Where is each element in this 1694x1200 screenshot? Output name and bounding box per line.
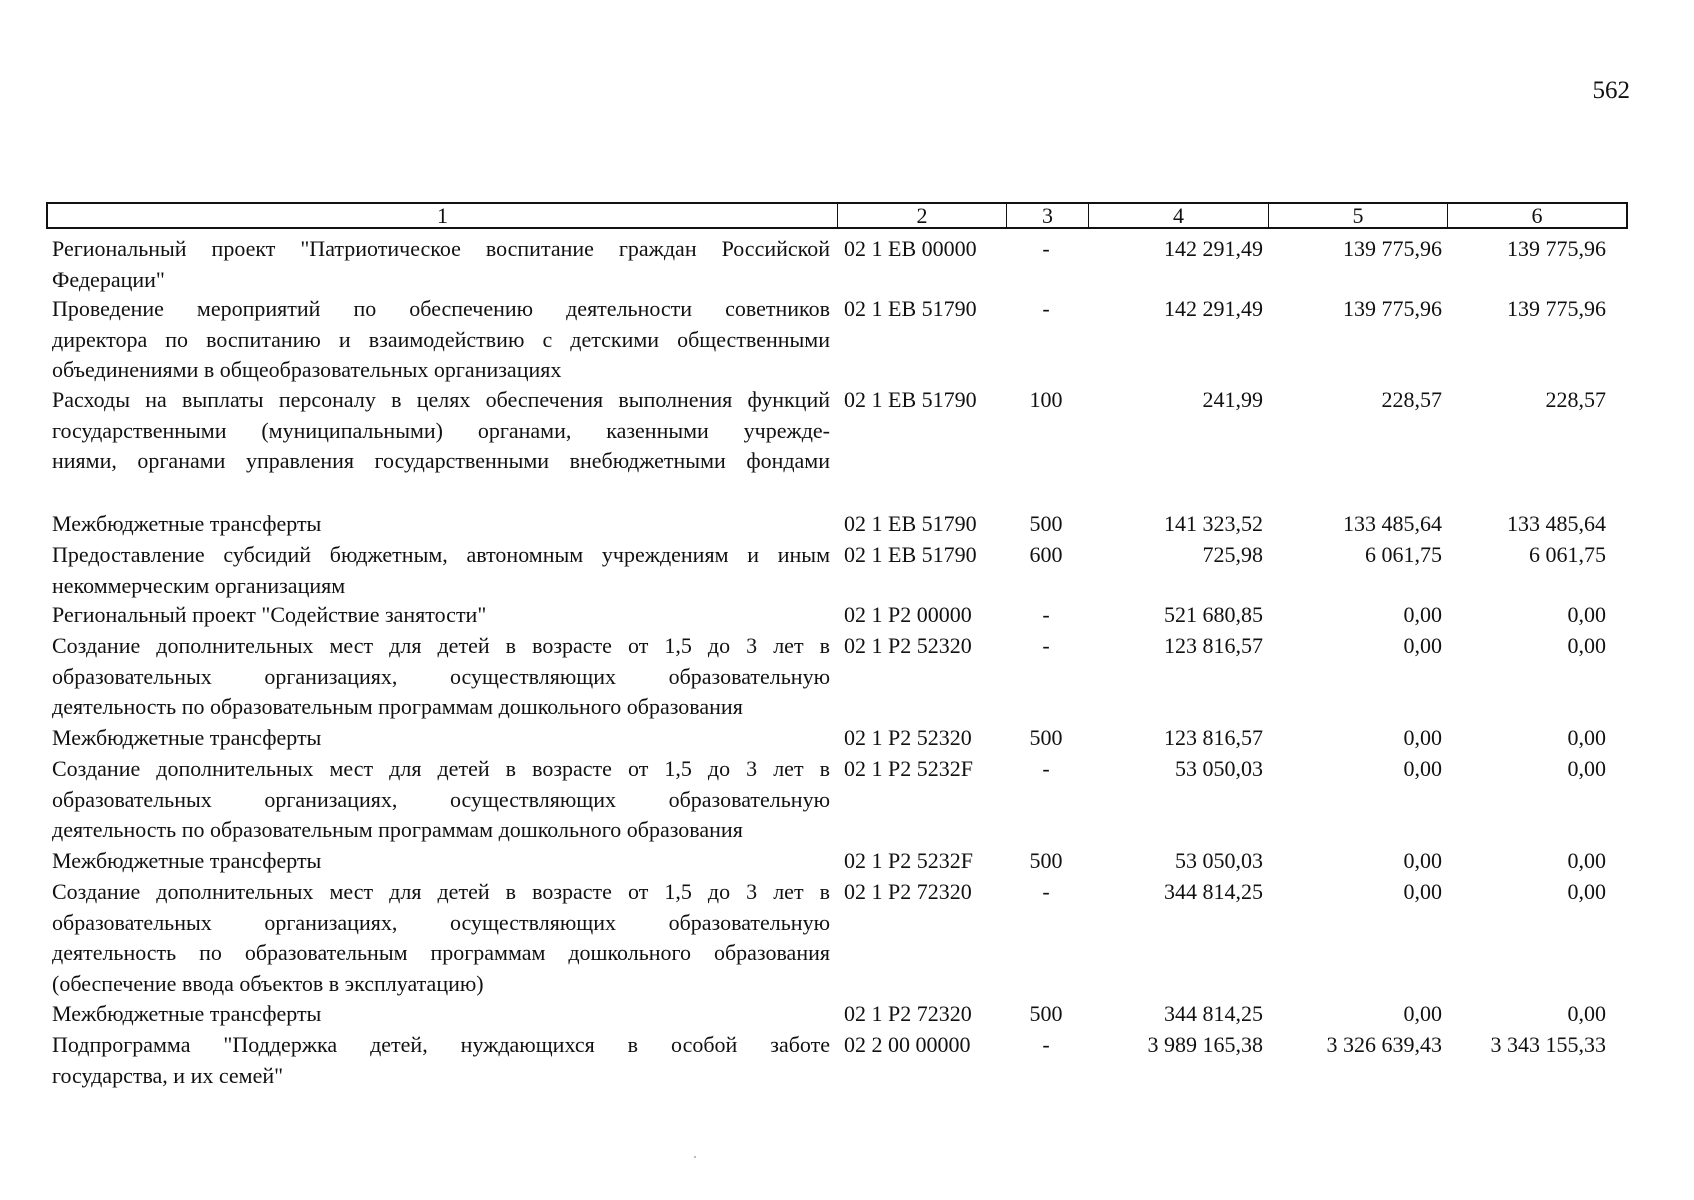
- row-description: [52, 846, 830, 877]
- description-line: Предоставление субсидий бюджетным, автономным учреждениям и иным: [52, 542, 830, 567]
- row-code: 02 1 EB 51790: [844, 296, 977, 321]
- description-line: Межбюджетные трансферты: [52, 1001, 322, 1026]
- description-line: объединениями в общеобразовательных организациях: [52, 357, 562, 382]
- row-value-col5: 6 061,75: [1365, 542, 1442, 567]
- row-value-col4: 344 814,25: [1164, 879, 1263, 904]
- row-description: [52, 540, 830, 601]
- row-code: 02 1 EB 51790: [844, 511, 977, 536]
- row-value-col6: 0,00: [1567, 1001, 1606, 1026]
- row-expense-type: -: [1042, 879, 1050, 904]
- row-value-col4: 521 680,85: [1164, 602, 1263, 627]
- row-code: 02 1 EB 00000: [844, 236, 977, 261]
- row-description: [52, 385, 830, 477]
- row-expense-type: 500: [1029, 511, 1063, 536]
- row-description: [52, 234, 830, 295]
- description-line: директора по воспитанию и взаимодействию с детскими общественными: [52, 326, 830, 352]
- row-code: 02 1 EB 51790: [844, 387, 977, 412]
- row-value-col6: 0,00: [1567, 725, 1606, 750]
- column-header-2: 2: [838, 204, 1007, 227]
- column-header-5: 5: [1269, 204, 1448, 227]
- row-value-col6: 6 061,75: [1529, 542, 1606, 567]
- row-value-col4: 725,98: [1202, 542, 1263, 567]
- row-description: [52, 631, 830, 723]
- row-value-col6: 0,00: [1567, 602, 1606, 627]
- row-value-col4: 142 291,49: [1164, 296, 1263, 321]
- row-value-col6: 228,57: [1545, 387, 1606, 412]
- row-code: 02 1 EB 51790: [844, 542, 977, 567]
- row-value-col4: 344 814,25: [1164, 1001, 1263, 1026]
- description-line: Создание дополнительных мест для детей в возрасте от 1,5 до 3 лет в: [52, 879, 830, 904]
- row-value-col5: 0,00: [1403, 633, 1442, 658]
- row-value-col4: 241,99: [1202, 387, 1263, 412]
- row-value-col6: 139 775,96: [1507, 296, 1606, 321]
- column-header-1: 1: [48, 204, 838, 227]
- row-value-col5: 228,57: [1381, 387, 1442, 412]
- row-expense-type: 500: [1029, 725, 1063, 750]
- row-value-col5: 0,00: [1403, 1001, 1442, 1026]
- row-expense-type: -: [1042, 756, 1050, 781]
- column-header-6: 6: [1531, 203, 1543, 228]
- row-description: [52, 600, 830, 631]
- row-code: 02 1 P2 5232F: [844, 756, 973, 781]
- row-expense-type: 500: [1029, 848, 1063, 873]
- row-value-col6: 133 485,64: [1507, 511, 1606, 536]
- row-value-col5: 0,00: [1403, 725, 1442, 750]
- scan-artifact: [694, 1156, 696, 1158]
- description-line: деятельность по образовательным программам дошкольного образования: [52, 940, 830, 965]
- row-value-col5: 139 775,96: [1343, 296, 1442, 321]
- row-code: 02 1 P2 72320: [844, 1001, 972, 1026]
- row-value-col5: 133 485,64: [1343, 511, 1442, 536]
- row-value-col4: 3 989 165,38: [1147, 1032, 1263, 1057]
- row-description: [52, 509, 830, 540]
- description-line: образовательных организациях, осуществляющих образовательную: [52, 786, 830, 812]
- row-expense-type: -: [1042, 1032, 1050, 1057]
- row-value-col5: 3 326 639,43: [1326, 1032, 1442, 1057]
- row-value-col5: 0,00: [1403, 848, 1442, 873]
- row-value-col5: 0,00: [1403, 879, 1442, 904]
- row-code: 02 1 P2 72320: [844, 879, 972, 904]
- row-value-col5: 0,00: [1403, 756, 1442, 781]
- description-line: некоммерческим организациям: [52, 572, 346, 598]
- description-line: Межбюджетные трансферты: [52, 848, 322, 873]
- row-value-col6: 0,00: [1567, 756, 1606, 781]
- column-header-3: 3: [1007, 204, 1089, 227]
- description-line: Межбюджетные трансферты: [52, 725, 322, 750]
- row-code: 02 1 P2 5232F: [844, 848, 973, 873]
- row-code: 02 1 P2 52320: [844, 725, 972, 750]
- description-line: Создание дополнительных мест для детей в возрасте от 1,5 до 3 лет в: [52, 756, 830, 781]
- row-value-col4: 53 050,03: [1175, 756, 1263, 781]
- row-expense-type: 600: [1029, 542, 1063, 567]
- row-description: [52, 754, 830, 846]
- description-line: деятельность по образовательным программам дошкольного образования: [52, 817, 743, 842]
- row-description: [52, 723, 830, 754]
- description-line: Региональный проект "Содействие занятости": [52, 602, 487, 627]
- row-expense-type: -: [1042, 236, 1050, 261]
- row-value-col6: 0,00: [1567, 633, 1606, 658]
- row-description: [52, 877, 830, 999]
- row-expense-type: 100: [1029, 387, 1063, 412]
- page-number: 562: [1592, 77, 1630, 104]
- row-description: [52, 294, 830, 386]
- description-line: ниями, органами управления государственными внебюджетными фондами: [52, 448, 830, 473]
- description-line: Расходы на выплаты персоналу в целях обеспечения выполнения функций: [52, 387, 830, 412]
- row-value-col5: 0,00: [1403, 602, 1442, 627]
- row-value-col4: 123 816,57: [1164, 633, 1263, 658]
- row-code: 02 1 P2 52320: [844, 633, 972, 658]
- row-description: [52, 999, 830, 1030]
- row-code: 02 1 P2 00000: [844, 602, 972, 627]
- description-line: Проведение мероприятий по обеспечению деятельности советников: [52, 296, 830, 321]
- row-expense-type: -: [1042, 296, 1050, 321]
- description-line: государства, и их семей": [52, 1062, 284, 1088]
- row-value-col4: 123 816,57: [1164, 725, 1263, 750]
- row-expense-type: -: [1042, 602, 1050, 627]
- column-header-4: 4: [1089, 204, 1269, 227]
- row-value-col6: 0,00: [1567, 879, 1606, 904]
- description-line: Федерации": [52, 266, 165, 292]
- row-description: [52, 1030, 830, 1091]
- description-line: Региональный проект "Патриотическое воспитание граждан Российской: [52, 236, 830, 261]
- description-line: (обеспечение ввода объектов в эксплуатацию): [52, 970, 484, 996]
- description-line: образовательных организациях, осуществляющих образовательную: [52, 909, 830, 935]
- description-line: Подпрограмма "Поддержка детей, нуждающихся в особой заботе: [52, 1032, 830, 1057]
- row-expense-type: -: [1042, 633, 1050, 658]
- row-code: 02 2 00 00000: [844, 1032, 971, 1057]
- description-line: деятельность по образовательным программам дошкольного образования: [52, 694, 743, 719]
- row-expense-type: 500: [1029, 1001, 1063, 1026]
- row-value-col4: 142 291,49: [1164, 236, 1263, 261]
- description-line: Межбюджетные трансферты: [52, 511, 322, 536]
- row-value-col6: 139 775,96: [1507, 236, 1606, 261]
- row-value-col4: 53 050,03: [1175, 848, 1263, 873]
- row-value-col6: 3 343 155,33: [1490, 1032, 1606, 1057]
- description-line: государственными (муниципальными) органами, казенными учрежде-: [52, 417, 830, 443]
- description-line: Создание дополнительных мест для детей в возрасте от 1,5 до 3 лет в: [52, 633, 830, 658]
- description-line: образовательных организациях, осуществляющих образовательную: [52, 663, 830, 689]
- row-value-col4: 141 323,52: [1164, 511, 1263, 536]
- row-value-col6: 0,00: [1567, 848, 1606, 873]
- row-value-col5: 139 775,96: [1343, 236, 1442, 261]
